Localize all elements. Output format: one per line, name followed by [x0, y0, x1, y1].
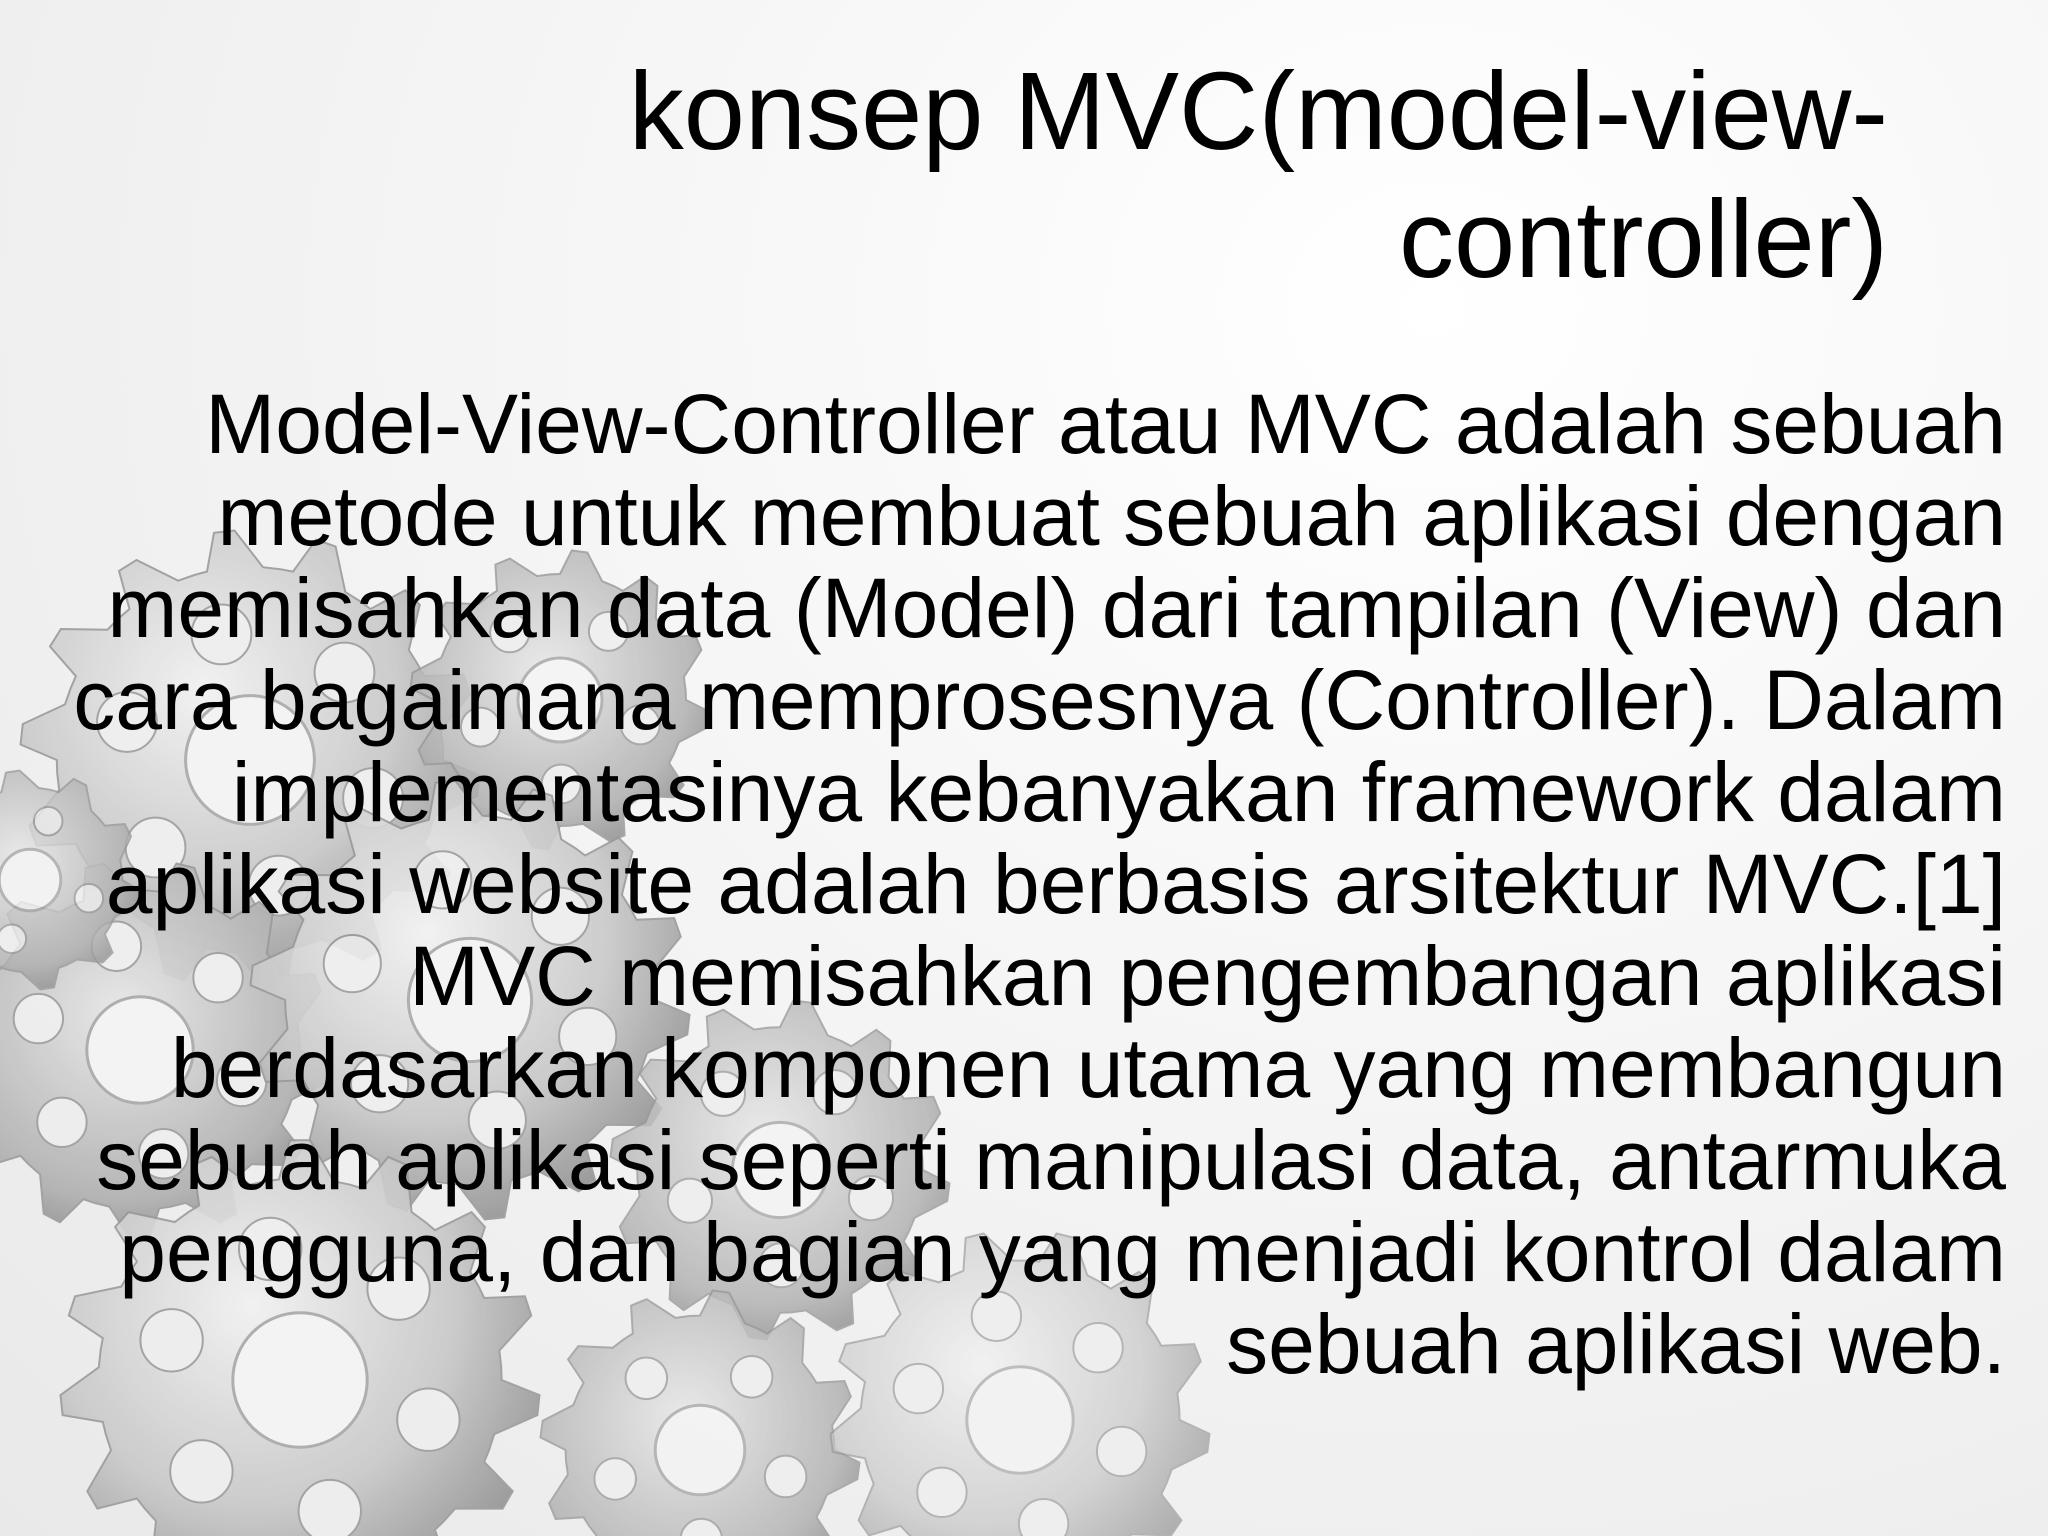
slide-title: konsep MVC(model-view-controller) [628, 50, 1888, 301]
slide-body-text: Model-View-Controller atau MVC adalah sebuah metode untuk membuat sebuah aplikasi dengan memisahkan data (Model) dari tampilan (View) dan cara bagaimana memprosesnya (Controller). Dalam implementasinya kebanyakan framework dalam aplikasi website adalah berbasis arsitektur MVC.[1] MVC memisahkan pengembangan aplikasi berdasarkan komponen utama yang membangun sebuah aplikasi seperti manipulasi data, antarmuka pengguna, dan bagian yang menjadi kontrol dalam sebuah aplikasi web. [73, 377, 2006, 1391]
